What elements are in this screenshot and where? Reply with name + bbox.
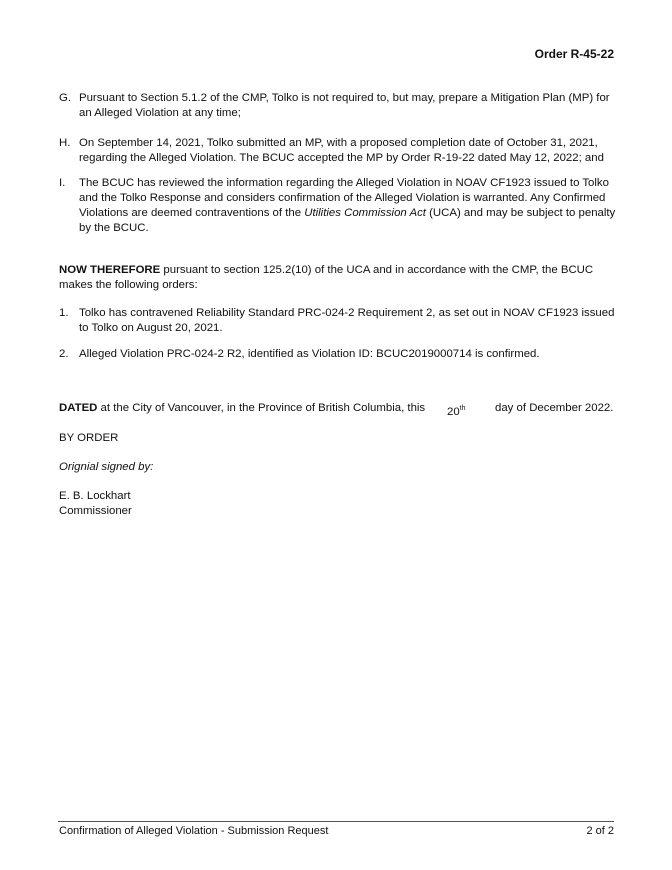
order-item-1 bbox=[59, 306, 619, 336]
order-text: Alleged Violation PRC-024-2 R2, identified as Violation ID: BCUC2019000714 is confirmed. bbox=[79, 348, 540, 360]
day-suffix: th bbox=[459, 405, 466, 412]
order-number-label: 1. bbox=[59, 307, 69, 319]
clause-h bbox=[59, 136, 619, 166]
clause-i bbox=[59, 176, 619, 236]
dated-day bbox=[447, 401, 466, 420]
clause-letter: H. bbox=[59, 137, 71, 149]
now-therefore-lead: NOW THEREFORE bbox=[59, 264, 161, 276]
clause-letter: I. bbox=[59, 177, 66, 189]
signatory-name: E. B. Lockhart bbox=[59, 490, 131, 502]
order-item-2 bbox=[59, 347, 619, 362]
clause-text: On September 14, 2021, Tolko submitted an MP, with a proposed completion date of October 31, 2021, regarding the Alleged Violation. The BCUC accepted the MP by Order R-19-22 dated May 12, 2022; and bbox=[79, 137, 604, 164]
dated-lead: DATED bbox=[59, 402, 98, 414]
dated-line bbox=[59, 401, 619, 416]
day-number: 20 bbox=[447, 406, 460, 418]
now-therefore-text: pursuant to section 125.2(10) of the UCA and in accordance with the CMP, the BCUC makes the following orders: bbox=[59, 264, 594, 291]
clause-text bbox=[79, 176, 619, 236]
footer-document-title: Confirmation of Alleged Violation - Submission Request bbox=[59, 825, 329, 837]
page-number: 2 of 2 bbox=[586, 825, 614, 837]
dated-tail: day of December 2022. bbox=[495, 402, 614, 414]
by-order: BY ORDER bbox=[59, 432, 119, 444]
clause-letter: G. bbox=[59, 92, 72, 104]
clause-g bbox=[59, 91, 619, 121]
signatory-title: Commissioner bbox=[59, 505, 132, 517]
order-number-label: 2. bbox=[59, 348, 69, 360]
signed-note: Orignial signed by: bbox=[59, 461, 154, 473]
clause-text: Pursuant to Section 5.1.2 of the CMP, Tolko is not required to, but may, prepare a Mitigation Plan (MP) for an Alleged Violation at any time; bbox=[79, 92, 610, 119]
order-text: Tolko has contravened Reliability Standard PRC-024-2 Requirement 2, as set out in NOAV CF1923 issued to Tolko on August 20, 2021. bbox=[79, 307, 615, 334]
clause-text-part: (UCA) and may be subject to penalty by the BCUC. bbox=[79, 207, 616, 234]
clause-text-part: The BCUC has reviewed the information regarding the Alleged Violation in NOAV CF1923 issued to Tolko and the Tolko Response and considers confirmation of the Alleged Violation is warranted. Any Confirmed Violations are deemed contraventions of the bbox=[79, 177, 609, 219]
order-number: Order R-45-22 bbox=[534, 47, 614, 61]
footer-divider bbox=[58, 821, 614, 822]
dated-text: at the City of Vancouver, in the Province of British Columbia, this bbox=[97, 402, 426, 414]
now-therefore-paragraph bbox=[59, 263, 619, 293]
act-name: Utilities Commission Act bbox=[304, 207, 426, 219]
